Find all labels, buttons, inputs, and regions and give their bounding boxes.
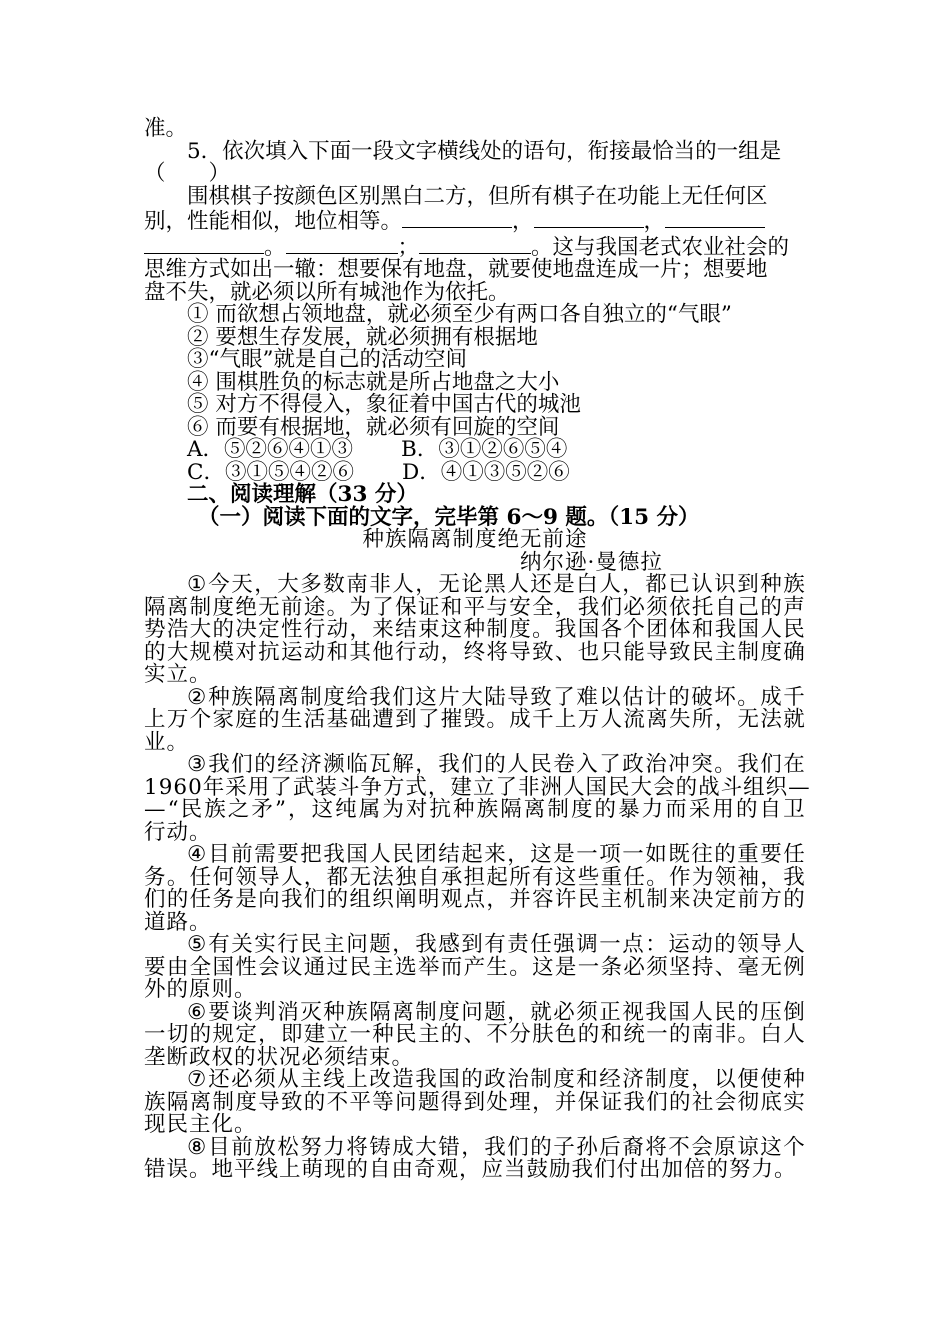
article-line: 们 的 任 务 是 向 我 们 的 组 织 阐 明 观 点 ， 并 容 许 民 主 机 制 来 决 定 前 方 的 [144,887,806,912]
article-line: 垄断政权的状况必须结束。 [144,1044,415,1070]
article-line: ④ 目 前 需 要 把 我 国 人 民 团 结 起 来 ， 这 是 一 项 一 如 既 往 的 重 要 任 [187,842,806,867]
article-line: ① 今 天 ， 大 多 数 南 非 人 ， 无 论 黑 人 还 是 白 人 ， 都 已 认 识 到 种 族 [187,572,806,597]
q5-item: ⑥ 而要有根据地，就必须有回旋的空间 [187,414,560,440]
article-line: ⑧ 目 前 放 松 努 力 将 铸 成 大 错 ， 我 们 的 子 孙 后 裔 将 不 会 原 谅 这 个 [187,1134,806,1160]
article-line: 业。 [144,729,190,755]
article-line: — “ 民 族 之 矛 ” ， 这 纯 属 为 对 抗 种 族 隔 离 制 度 的 暴 力 而 采 用 的 自 卫 [144,797,806,822]
option-b[interactable]: B．③①②⑥⑤④ [401,437,568,462]
q5-item: ⑤ 对方不得侵入，象征着中国古代的城池 [187,392,581,417]
article-line: 隔 离 制 度 绝 无 前 途 。 为 了 保 证 和 平 与 安 全 ， 我 们 必 须 依 托 自 己 的 声 [144,594,806,620]
q5-stem: 5．依次填入下面一段文字横线处的语句，衔接最恰当的一组是 [187,138,782,164]
q5-passage-line: 思维方式如出一辙：想要保有地盘，就要使地盘连成一片；想要地 [144,257,768,282]
q5-item: ④ 围棋胜负的标志就是所占地盘之大小 [187,369,560,395]
q4-tail: 准。 [144,116,188,141]
option-c[interactable]: C．③①⑤④②⑥ [187,459,354,485]
article-body [144,572,811,1182]
q5-answer-paren: （ ） [144,161,231,186]
article-paragraph [144,574,806,687]
punct: 。 [264,234,286,260]
section-heading: 二、阅读理解（33 分） [187,482,418,507]
punct: ， [512,209,534,234]
q5-passage [144,183,806,305]
q5-item: ① 而欲想占领地盘，就必须至少有两口各自独立的“气眼” [187,302,732,327]
article-line: 错误。地平线上萌现的自由奇观，应当鼓励我们付出加倍的努力。 [144,1157,797,1182]
article-paragraph [144,1134,806,1182]
article-paragraph [144,752,811,845]
article-paragraph [144,934,806,1002]
punct: ； [397,234,420,260]
article-line: ② 种 族 隔 离 制 度 给 我 们 这 片 大 陆 导 致 了 难 以 估 计 的 破 坏 。 成 千 [187,684,806,710]
article-line: 族 隔 离 制 度 导 致 的 不 平 等 问 题 得 到 处 理 ， 并 保 证 我 们 的 社 会 彻 底 实 [144,1089,806,1115]
q5-passage-line [144,208,806,234]
answer-blank-1[interactable] [402,208,512,228]
option-d[interactable]: D．④①③⑤②⑥ [401,459,570,485]
article-line: 道路。 [144,909,212,935]
article-line: ⑦ 还 必 须 从 主 线 上 改 造 我 国 的 政 治 制 度 和 经 济 制 度 ， 以 便 使 种 [187,1067,806,1092]
q5-items [144,304,806,439]
article-line: ⑤ 有 关 实 行 民 主 问 题 ， 我 感 到 有 责 任 强 调 一 点 ： 运 动 的 领 导 人 [187,932,806,957]
q5-passage-text: 。这与我国老式农业社会的 [531,234,790,260]
answer-blank-2[interactable] [534,208,644,228]
article-paragraph [144,1069,806,1137]
article-line: 行动。 [144,819,212,845]
q5-option-row [144,439,806,462]
q5-passage-line [144,234,806,260]
q5-passage-line: 围棋棋子按颜色区别黑白二方，但所有棋子在功能上无任何区 [187,183,768,209]
article-paragraph [144,844,806,934]
article-line: 势 浩 大 的 决 定 性 行 动 ， 来 结 束 这 种 制 度 。 我 国 各 个 团 体 和 我 国 人 民 [144,617,806,642]
answer-blank-6[interactable] [419,234,531,254]
article-line: 现民主化。 [144,1112,257,1137]
article-line: ③ 我 们 的 经 济 濒 临 瓦 解 ， 我 们 的 人 民 卷 入 了 政 治 冲 突 。 我 们 在 [187,752,806,777]
q5-item: ③“气眼”就是自己的活动空间 [187,347,467,372]
q5-options [144,439,806,484]
article-line: 外的原则。 [144,977,257,1002]
sub-section-heading: （一）阅读下面的文字，完毕第 6～9 题。（15 分） [198,504,700,530]
article-line: 1 9 6 0 年 采 用 了 武 装 斗 争 方 式 ， 建 立 了 非 洲 人 国 民 大 会 的 战 斗 组 织 — [144,774,811,800]
q5-item: ② 要想生存发展，就必须拥有根据地 [187,324,538,350]
article-author: 纳尔逊·曼德拉 [520,549,663,575]
article-line: 上 万 个 家 庭 的 生 活 基 础 遭 到 了 摧 毁 。 成 千 上 万 人 流 离 失 所 ， 无 法 就 [144,707,806,732]
q5-passage-line: 盘不失，就必须以所有城池作为依托。 [144,279,510,305]
q5-passage-text: 别，性能相似，地位相等。 [144,209,403,234]
article-line: 实立。 [144,662,212,687]
answer-blank-5[interactable] [286,234,398,254]
answer-blank-3[interactable] [665,208,765,228]
punct: ， [643,209,666,234]
article-title: 种族隔离制度绝无前途 [362,527,588,552]
article-paragraph [144,684,806,755]
article-line: 务 。 任 何 领 导 人 ， 都 无 法 独 自 承 担 起 所 有 这 些 重 任 。 作 为 领 袖 ， 我 [144,864,806,890]
answer-blank-4[interactable] [144,234,264,254]
option-a[interactable]: A．⑤②⑥④①③ [187,437,354,462]
article-line: 一 切 的 规 定 ， 即 建 立 一 种 民 主 的 、 不 分 肤 色 的 和 统 一 的 南 非 。 白 人 [144,1022,806,1047]
article-line: ⑥ 要 谈 判 消 灭 种 族 隔 离 制 度 问 题 ， 就 必 须 正 视 我 国 人 民 的 压 倒 [187,999,806,1025]
article-line: 要 由 全 国 性 会 议 通 过 民 主 选 举 而 产 生 。 这 是 一 条 必 须 坚 持 、 毫 无 例 [144,954,806,980]
article-paragraph [144,999,806,1070]
q5-option-row [144,459,806,485]
article-line: 的 大 规 模 对 抗 运 动 和 其 他 行 动 ， 终 将 导 致 、 也 只 能 导 致 民 主 制 度 确 [144,639,806,665]
document-page [144,116,811,1182]
